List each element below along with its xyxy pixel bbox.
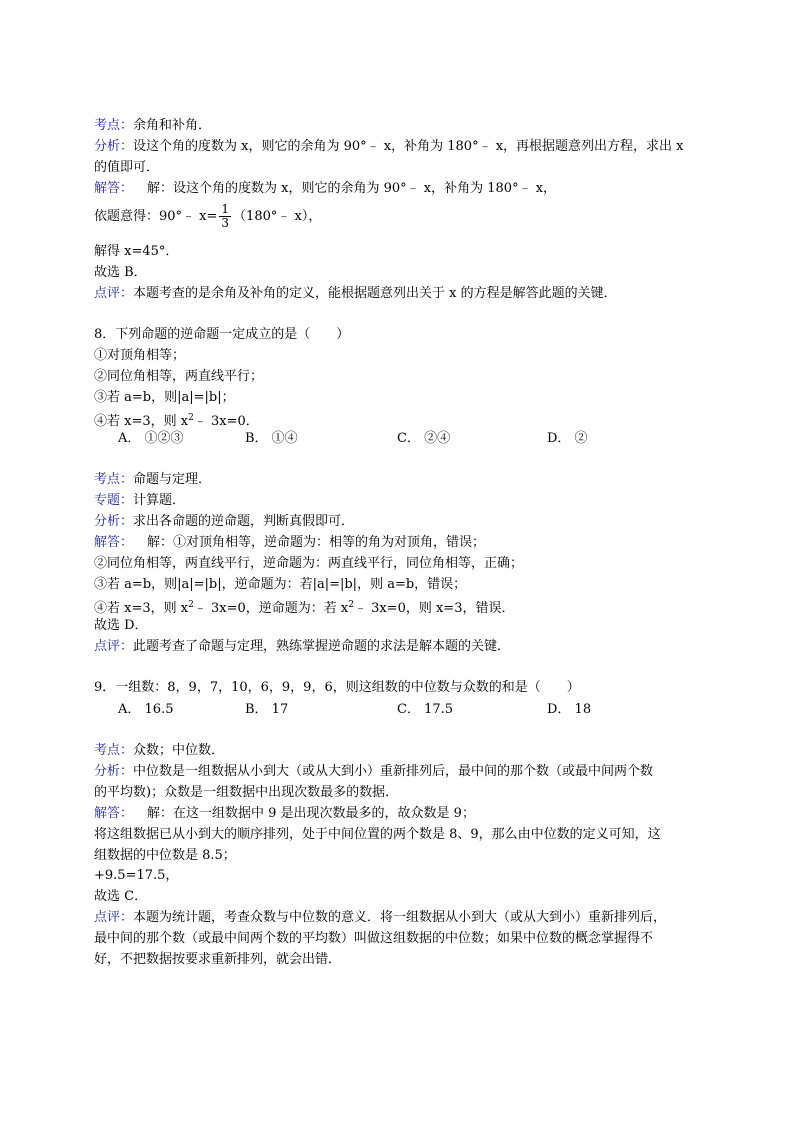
q8-item-1: ①对顶角相等； <box>94 348 186 363</box>
q8-item-3: ③若 a=b，则|a|=|b|； <box>94 390 235 405</box>
q8-item-4: ④若 x=3，则 $x^2﹣$ 3x=0． <box>94 413 259 429</box>
q8-jieda-4: ④若 x=3，则 $x^2﹣$ 3x=0，逆命题为：若 $x^2﹣$ 3x=0，则 x=3，错误． <box>94 600 515 616</box>
q9-stem: 9．一组数：8，9，7，10，6，9，9，6，则这组数的中位数与众数的和是（ ） <box>94 680 580 695</box>
q7-fenxi-cont: 的值即可． <box>94 160 160 175</box>
fenxi-label: 分析： <box>94 514 134 529</box>
q9-jieda-2: 将这组数据已从小到大的顺序排列，处于中间位置的两个数是 8、9，那么由中位数的定义可知，这 <box>94 827 661 842</box>
q8-jieda-5: 故选 D． <box>94 618 148 633</box>
q7-jieda-choice: 故选 B． <box>94 265 147 280</box>
q9-jieda: 解答： 解：在这一组数据中 9 是出现次数最多的，故众数是 9； <box>94 806 475 821</box>
kaodian-label: 考点： <box>94 472 134 487</box>
q9-jieda-3: 组数据的中位数是 8.5； <box>94 848 236 863</box>
q7-kaodian: 考点：余角和补角． <box>94 118 212 133</box>
dianping-label: 点评： <box>94 639 134 654</box>
fenxi-label: 分析： <box>94 764 134 779</box>
q8-option-c: C． ②④ <box>397 431 451 446</box>
q9-dianping-3: 好，不把数据按要求重新排列，就会出错． <box>94 952 342 967</box>
fraction: $\frac{1}{3}$ <box>221 202 230 230</box>
kaodian-label: 考点： <box>94 118 134 133</box>
jieda-label: 解答： <box>94 535 134 550</box>
q8-fenxi: 分析：求出各命题的逆命题，判断真假即可． <box>94 514 355 529</box>
kaodian-label: 考点： <box>94 743 134 758</box>
q8-stem: 8．下列命题的逆命题一定成立的是（ ） <box>94 327 350 342</box>
q9-dianping: 点评：本题为统计题，考查众数与中位数的意义．将一组数据从小到大（或从大到小）重新排列后， <box>94 910 667 925</box>
q8-option-d: D． ② <box>547 431 588 446</box>
q9-jieda-4: +9.5=17.5， <box>94 868 179 883</box>
q9-kaodian: 考点：众数；中位数． <box>94 743 225 758</box>
q9-option-c: C． 17.5 <box>397 702 454 717</box>
q8-option-b: B． ①④ <box>245 431 298 446</box>
dianping-label: 点评： <box>94 910 134 925</box>
q8-zhuanti: 专题：计算题． <box>94 493 186 508</box>
q8-jieda-2: ②同位角相等，两直线平行，逆命题为：两直线平行，同位角相等，正确； <box>94 556 524 571</box>
q7-jieda-result: 解得 x=45°． <box>94 244 179 259</box>
q7-fenxi: 分析：设这个角的度数为 x，则它的余角为 90°﹣ x，补角为 180°﹣ x，再根据题意列出方程，求出 x <box>94 139 684 154</box>
q7-dianping: 点评：本题考查的是余角及补角的定义，能根据题意列出关于 x 的方程是解答此题的关键． <box>94 286 617 301</box>
q7-jieda: 解答： 解：设这个角的度数为 x，则它的余角为 90°﹣ x，补角为 180°﹣ x， <box>94 181 557 196</box>
q9-option-d: D． 18 <box>547 702 592 717</box>
q9-fenxi: 分析：中位数是一组数据从小到大（或从大到小）重新排列后，最中间的那个数（或最中间两个数 <box>94 764 654 779</box>
q9-jieda-5: 故选 C． <box>94 889 148 904</box>
q9-dianping-2: 最中间的那个数（或最中间两个数的平均数）叫做这组数据的中位数；如果中位数的概念掌握得不 <box>94 931 654 946</box>
q8-kaodian: 考点：命题与定理． <box>94 472 212 487</box>
q9-option-a: A． 16.5 <box>118 702 174 717</box>
q9-fenxi-cont: 的平均数)；众数是一组数据中出现次数最多的数据． <box>94 785 399 800</box>
q8-item-2: ②同位角相等，两直线平行； <box>94 369 264 384</box>
q9-option-b: B． 17 <box>245 702 289 717</box>
q7-equation: 依题意得：90°﹣ x= $\frac{1}{3}$ （180°﹣ x）， <box>94 202 322 230</box>
zhuanti-label: 专题： <box>94 493 134 508</box>
q8-jieda-3: ③若 a=b，则|a|=|b|，逆命题为：若|a|=|b|，则 a=b，错误； <box>94 577 467 592</box>
jieda-label: 解答： <box>94 806 134 821</box>
fenxi-label: 分析： <box>94 139 134 154</box>
dianping-label: 点评： <box>94 286 134 301</box>
q8-jieda: 解答： 解：①对顶角相等，逆命题为：相等的角为对顶角，错误； <box>94 535 486 550</box>
jieda-label: 解答： <box>94 181 134 196</box>
q8-option-a: A． ①②③ <box>118 431 184 446</box>
q8-dianping: 点评：此题考查了命题与定理，熟练掌握逆命题的求法是解本题的关键． <box>94 639 511 654</box>
